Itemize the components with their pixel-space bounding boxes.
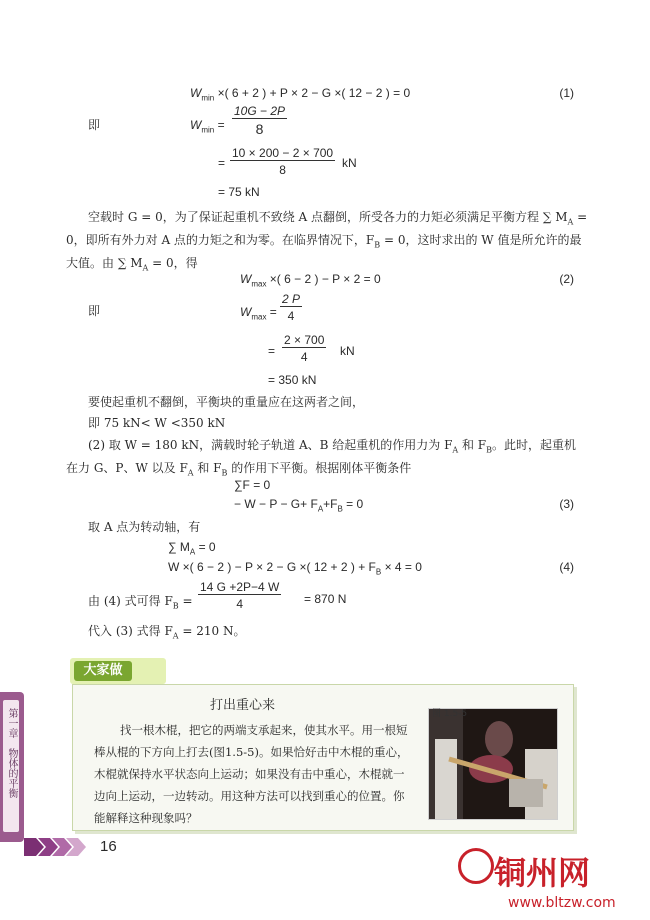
result-wmax: = 350 kN bbox=[268, 373, 317, 387]
fraction-fb: $\frac{14 G +2P-4 W}{4}$ bbox=[200, 580, 280, 611]
result-wmin: = 75 kN bbox=[218, 185, 260, 199]
unit-kn-1: kN bbox=[342, 156, 357, 170]
pivot-line: 取 A 点为转动轴，有 bbox=[88, 520, 201, 534]
equation-number-2: (2) bbox=[559, 272, 574, 286]
range-line: 即 75 kN< W <350 kN bbox=[88, 416, 226, 430]
wmax-lhs: $W_{max}$ = bbox=[240, 305, 277, 322]
footer-arrows-icon bbox=[24, 834, 96, 860]
ji-label-1: 即 bbox=[88, 118, 101, 132]
ji-label-2: 即 bbox=[88, 304, 101, 318]
equation-number-3: (3) bbox=[559, 497, 574, 511]
paragraph-2-line-1: (2) 取 W = 180 kN，满载时轮子轨道 A、B 给起重机的作用力为 $F_A$ 和 $F_B$。此时，起重机 bbox=[88, 438, 577, 455]
eq-sign-4: = bbox=[268, 344, 276, 358]
watermark-name: 铜州网 bbox=[494, 854, 591, 892]
activity-badge bbox=[70, 658, 166, 684]
paragraph-1-line-2: 0，即所有外力对 A 点的力矩之和为零。在临界情况下，$F_B = 0$，这时求出的 W 值是所允许的最 bbox=[66, 233, 582, 250]
equation-1: $W_{min}$ ×( 6 + 2 ) + P × 2 − G ×( 12 − 2 ) = 0 bbox=[190, 86, 411, 103]
fraction-wmax-numeric: $\frac{2 \times 700}{4}$ bbox=[284, 333, 325, 364]
result-fa-line: 代入 (3) 式得 $F_A = 210$ N。 bbox=[88, 624, 246, 641]
fraction-wmax: $\frac{2 P}{4}$ bbox=[282, 292, 301, 323]
equation-number-4: (4) bbox=[559, 560, 574, 574]
watermark-url: www.bltzw.com bbox=[508, 895, 616, 911]
wmin-lhs: $W_{min}$ = bbox=[190, 118, 225, 135]
derive-fb-label: 由 (4) 式可得 $F_B$ = bbox=[88, 594, 193, 611]
chapter-side-tab-label: 第一章 物体的平衡 bbox=[6, 708, 17, 798]
unit-kn-2: kN bbox=[340, 344, 355, 358]
conclusion-line: 要使起重机不翻倒，平衡块的重量应在这两者之间， bbox=[88, 395, 365, 409]
activity-line-4: 边向上运动，一边转动。用这种方法可以找到重心的位置。你 bbox=[94, 789, 405, 803]
equation-4a: ∑ $M_A = 0$ bbox=[168, 540, 216, 557]
fraction-wmin: $\frac{10G - 2P}{8}$ bbox=[234, 104, 286, 137]
figure-photo bbox=[428, 708, 558, 820]
paragraph-1-line-3: 大值。由 ∑ $M_A = 0$，得 bbox=[66, 256, 198, 273]
watermark-seal-icon bbox=[458, 848, 494, 884]
equation-4b: W ×( 6 − 2 ) − P × 2 − G ×( 12 + 2 ) + $F_B \times 4 = 0$ bbox=[168, 560, 422, 577]
equation-number-1: (1) bbox=[559, 86, 574, 100]
result-fb: = 870 N bbox=[304, 592, 347, 606]
stick-strike-photo-icon bbox=[429, 709, 557, 819]
equation-3b: − $W - P - G+ F_A+F_B = 0$ bbox=[234, 497, 364, 514]
activity-line-5: 能解释这种现象吗？ bbox=[94, 811, 198, 825]
paragraph-1-line-1: 空载时 G = 0，为了保证起重机不致绕 A 点翻倒，所受各力的力矩必须满足平衡方程 ∑ $M_A$ = bbox=[88, 210, 588, 227]
paragraph-2-line-2: 在力 G、P、W 以及 $F_A$ 和 $F_B$ 的作用下平衡。根据刚体平衡条件 bbox=[66, 461, 412, 478]
equation-3a: ∑F = 0 bbox=[234, 478, 271, 492]
activity-badge-label: 大家做 bbox=[74, 661, 132, 681]
activity-line-3: 木棍就保持水平状态向上运动；如果没有击中重心，木棍就一 bbox=[94, 767, 405, 781]
fraction-wmin-numeric: $\frac{10 \times 200 - 2 \times 700}{8}$ bbox=[232, 146, 334, 177]
activity-line-2: 棒从棍的下方向上打去(图1.5-5)。如果恰好击中木棍的重心， bbox=[94, 745, 409, 759]
page-number: 16 bbox=[100, 838, 117, 855]
eq-sign-2: = bbox=[218, 156, 226, 170]
chapter-side-tab bbox=[0, 692, 24, 842]
activity-title: 打出重心来 bbox=[210, 698, 276, 713]
figure-label: 图 1.5-5 bbox=[432, 709, 468, 719]
activity-line-1: 找一根木棍，把它的两端支承起来，使其水平。用一根短 bbox=[120, 723, 408, 737]
equation-2: $W_{max}$ ×( 6 − 2 ) − P × 2 = 0 bbox=[240, 272, 381, 289]
